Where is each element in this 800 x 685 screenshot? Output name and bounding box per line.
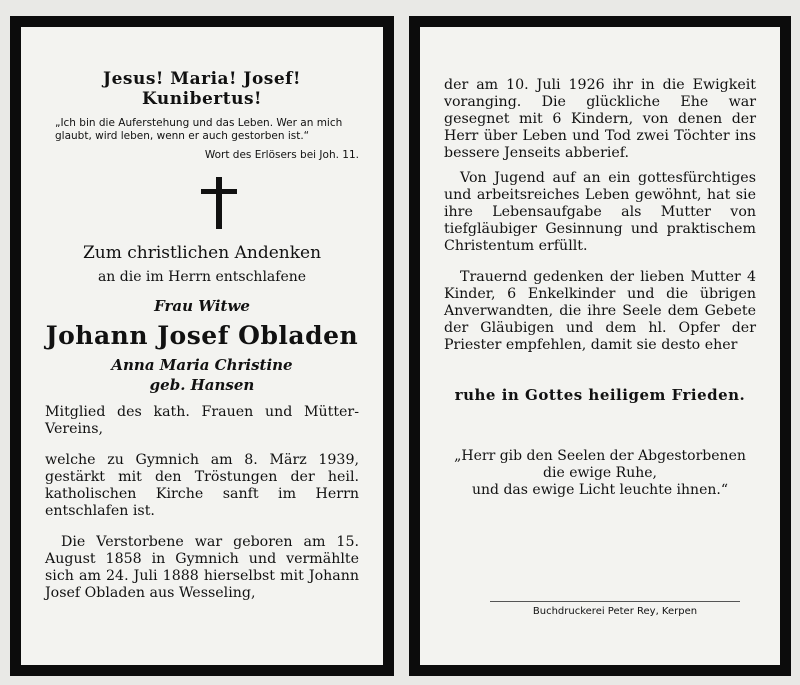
header-invocation: Jesus! Maria! Josef! Kunibertus! [103, 69, 301, 109]
memorial-subheading: an die im Herrn entschlafene [97, 269, 307, 285]
closing-line: ruhe in Gottes heiligem Frieden. [454, 386, 746, 405]
memorial-heading: Zum christlichen Andenken [82, 243, 322, 263]
prayer-line-3: und das ewige Licht leuchte ihnen.“ [472, 482, 728, 499]
title-widow: Frau Witwe [154, 297, 250, 315]
deceased-name: Anna Maria Christine [111, 356, 293, 374]
left-page [10, 16, 394, 676]
right-paragraph-2: Von Jugend auf an ein gottesfürchtiges und arbeitsreiches Leben gewöhnt, hat sie ihre Lebensaufgabe als Mutter von tiefgläubiger Gesinnung und praktischem Christentum erfüllt. [444, 170, 756, 254]
death-paragraph: welche zu Gymnich am 8. März 1939, gestärkt mit den Tröstungen der heil. katholischen Kirche sanft im Herrn entschlafen ist. [45, 452, 359, 520]
maiden-name: geb. Hansen [149, 376, 255, 394]
right-page-content [444, 77, 756, 499]
left-page-content [45, 69, 359, 617]
prayer [444, 448, 756, 499]
right-paragraph-3: Trauernd gedenken der lieben Mutter 4 Kinder, 6 Enkelkinder und die übrigen Anverwandten, die ihre Seele dem Gebete der Gläubigen und dem hl. Opfer der Priester empfehlen, damit sie desto eher [444, 269, 756, 354]
right-page [409, 16, 791, 676]
prayer-line-2: die ewige Ruhe, [543, 465, 657, 482]
husband-name: Johann Josef Obladen [45, 321, 359, 350]
right-paragraph-1: der am 10. Juli 1926 ihr in die Ewigkeit voranging. Die glückliche Ehe war gesegnet mit 6 Kindern, von denen der Herr über Leben und Tod zwei Töchter ins bessere Jenseits abberief. [444, 77, 756, 161]
cross-icon [45, 171, 359, 239]
birth-paragraph: Die Verstorbene war geboren am 15. August 1858 in Gymnich und vermählte sich am 24. Juli 1888 hierselbst mit Johann Josef Obladen aus Wesseling, [45, 534, 359, 602]
quote-source: Wort des Erlösers bei Joh. 11. [204, 149, 359, 161]
printer-credit: Buchdruckerei Peter Rey, Kerpen [490, 601, 740, 617]
bible-quote: „Ich bin die Auferstehung und das Leben. Wer an mich glaubt, wird leben, wenn er auch gestorben ist.“ [55, 117, 343, 142]
prayer-line-1: „Herr gib den Seelen der Abgestorbenen [454, 448, 746, 465]
membership-text: Mitglied des kath. Frauen und Mütter-Vereins, [45, 404, 359, 437]
